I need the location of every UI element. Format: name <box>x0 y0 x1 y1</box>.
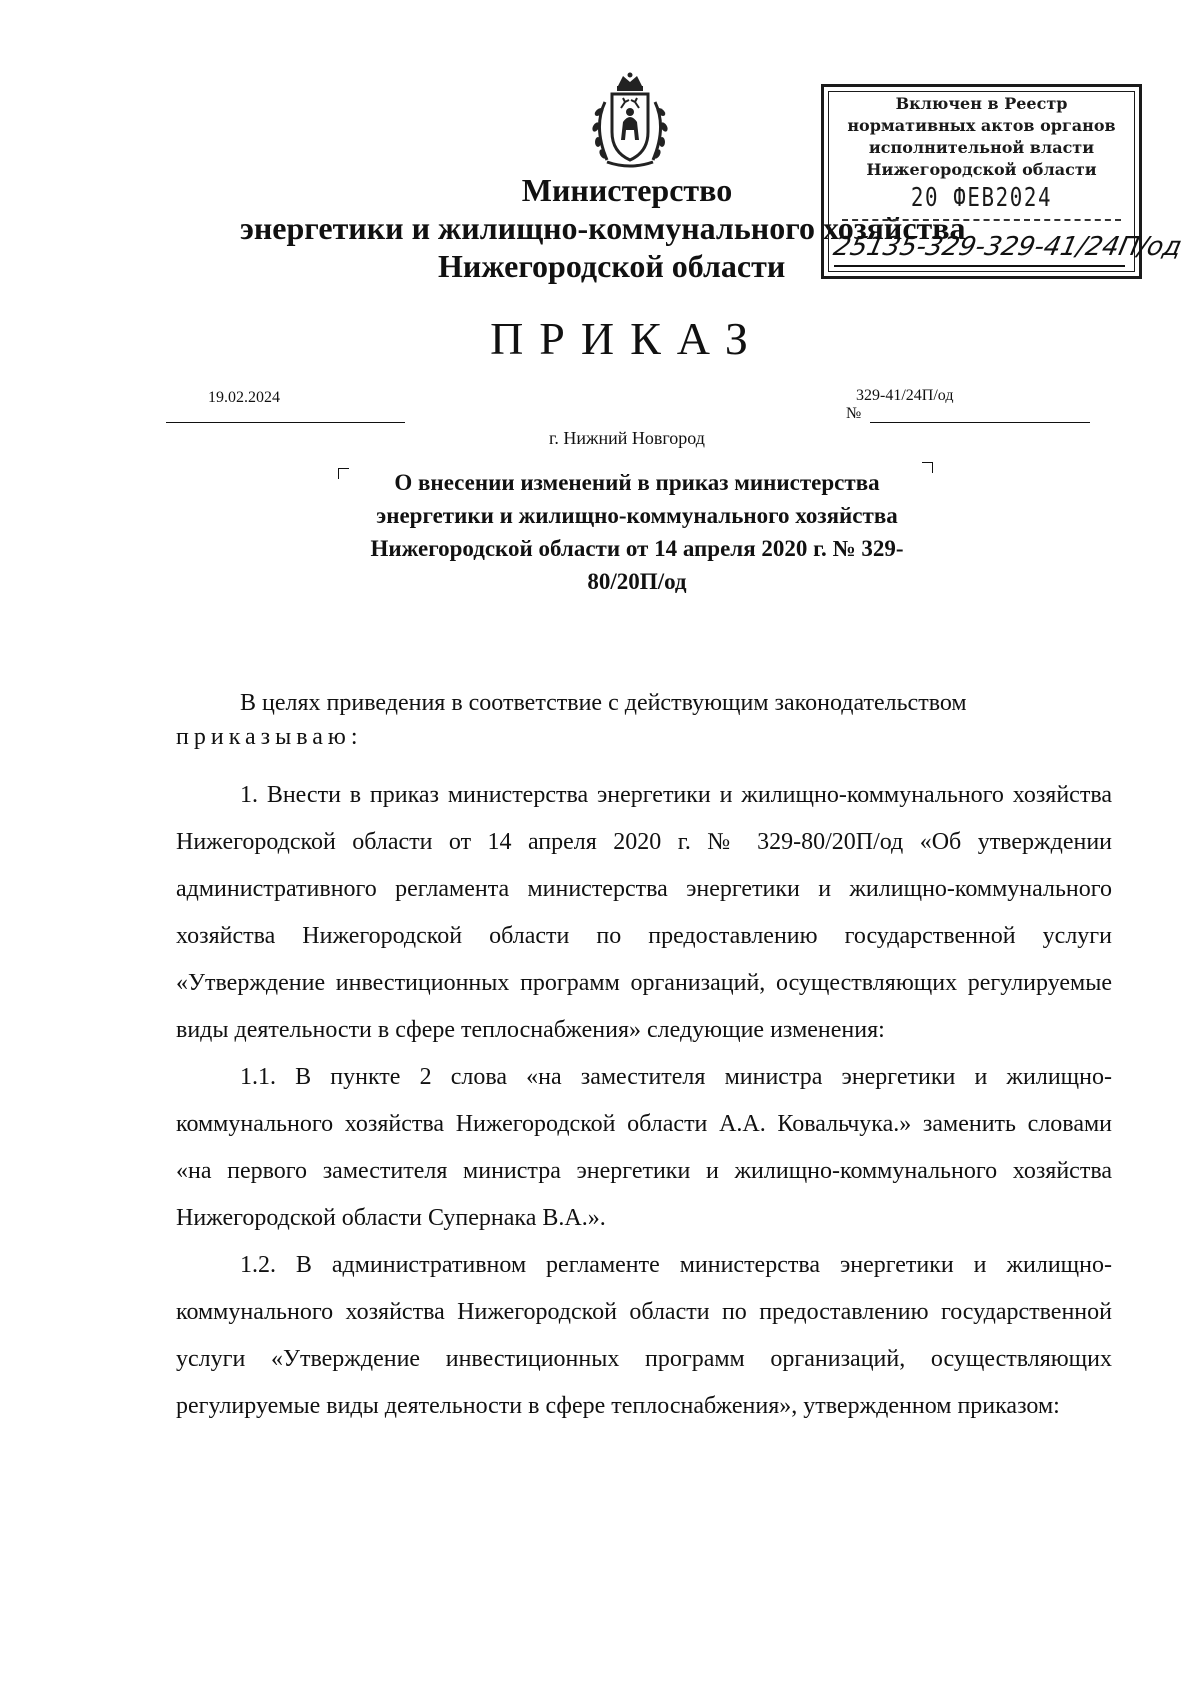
order-number: 329-41/24П/од <box>856 387 954 404</box>
date-underline <box>166 422 405 423</box>
coat-of-arms-icon <box>585 72 675 172</box>
city-name: г. Нижний Новгород <box>549 428 705 448</box>
directive-word: приказываю: <box>176 724 363 750</box>
stamp-underline <box>834 265 1125 267</box>
ministry-name-line3: Нижегородской области <box>438 248 786 284</box>
paragraph-1: 1. Внести в приказ министерства энергетики и жилищно-коммунального хозяйства Нижегородской области от 14 апреля 2020 г. № 329-80/20П/од «Об утверждении административного регламента министерства энергетики и жилищно-коммунального хозяйства Нижегородской области по предоставлению государственной услуги «Утверждение инвестиционных программ организаций, осуществляющих регулируемые виды деятельности в сфере теплоснабжения» следующие изменения: <box>176 782 1112 1043</box>
number-underline <box>870 422 1090 423</box>
stamp-line: нормативных актов органов <box>847 116 1116 135</box>
stamp-line: Нижегородской области <box>866 160 1097 179</box>
preamble <box>176 680 1112 727</box>
order-body <box>176 772 1112 1430</box>
stamp-divider <box>842 219 1121 221</box>
preamble-text: В целях приведения в соответствие с действующим законодательством <box>240 690 967 716</box>
order-subject: О внесении изменений в приказ министерства энергетики и жилищно-коммунального хозяйства Нижегородской области от 14 апреля 2020 г. № 329-80/20П/од <box>370 470 904 594</box>
ministry-name-line1: Министерство <box>521 172 733 208</box>
registry-stamp <box>821 84 1185 279</box>
paragraph-1-2: 1.2. В административном регламенте министерства энергетики и жилищно-коммунального хозяйства Нижегородской области по предоставлению государственной услуги «Утверждение инвестиционных программ организаций, осуществляющих регулируемые виды деятельности в сфере теплоснабжения», утвержденном приказом: <box>176 1252 1112 1419</box>
order-date: 19.02.2024 <box>208 389 280 406</box>
stamp-registration-number: 25135-329-329-41/24П/од <box>830 232 1185 262</box>
stamp-line: исполнительной власти <box>868 138 1095 157</box>
document-type-title: ПРИКАЗ <box>490 313 764 364</box>
number-label: № <box>846 405 862 422</box>
stamp-date: 20 ФЕВ2024 <box>910 183 1053 213</box>
stamp-line: Включен в Реестр <box>895 94 1068 113</box>
ministry-name-line2: энергетики и жилищно-коммунального хозяйства <box>240 210 966 246</box>
paragraph-1-1: 1.1. В пункте 2 слова «на заместителя министра энергетики и жилищно-коммунального хозяйства Нижегородской области А.А. Ковальчука.» заменить словами «на первого заместителя министра энергетики и жилищно-коммунального хозяйства Нижегородской области Супернака В.А.». <box>176 1064 1112 1231</box>
